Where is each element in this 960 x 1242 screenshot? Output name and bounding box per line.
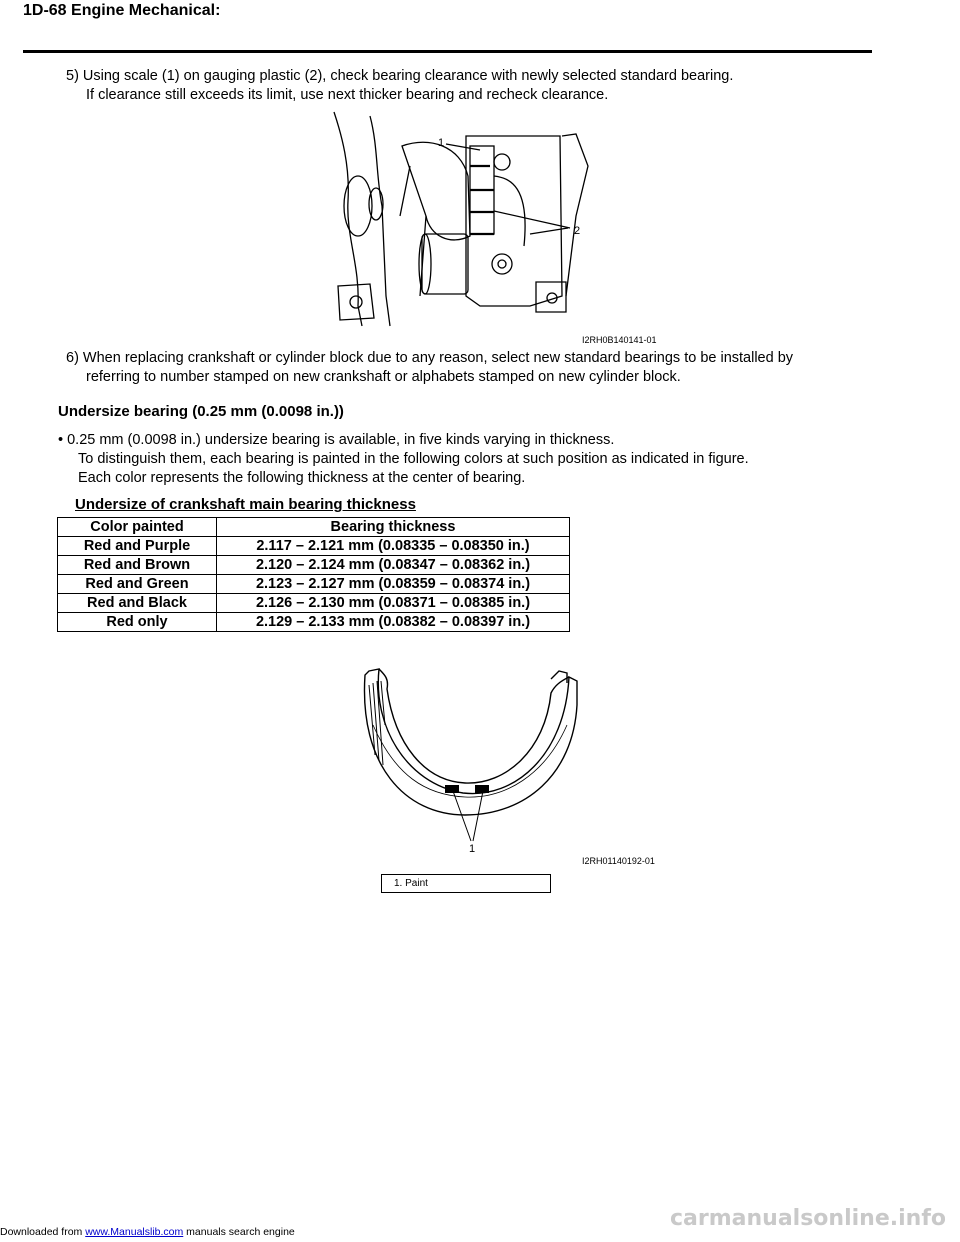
watermark-logo: carmanualsonline.info [670, 1206, 946, 1231]
color-cell: Red and Purple [58, 537, 217, 556]
bearing-shell-figure [355, 665, 585, 855]
figure-legend [381, 874, 551, 893]
thickness-cell: 2.123 – 2.127 mm (0.08359 – 0.08374 in.) [217, 575, 570, 594]
step-5-text [66, 67, 866, 105]
callout-2: 2 [574, 225, 581, 237]
legend-item-paint: 1. Paint [394, 878, 428, 889]
undersize-heading: Undersize bearing (0.25 mm (0.0098 in.)) [58, 403, 344, 420]
thickness-cell: 2.117 – 2.121 mm (0.08335 – 0.08350 in.) [217, 537, 570, 556]
step-5-line-1: 5) Using scale (1) on gauging plastic (2), check bearing clearance with newly selected standard bearing. [66, 68, 734, 84]
footer-suffix: manuals search engine [183, 1226, 295, 1238]
bullet-line-1: • 0.25 mm (0.0098 in.) undersize bearing is available, in five kinds varying in thickness. [58, 432, 615, 448]
step-6-text [66, 349, 866, 387]
bullet-line-3: Each color represents the following thickness at the center of bearing. [78, 470, 526, 486]
footer [0, 1226, 295, 1238]
paint-callout-1: 1 [469, 843, 476, 855]
column-header: Bearing thickness [217, 518, 570, 537]
thickness-cell: 2.126 – 2.130 mm (0.08371 – 0.08385 in.) [217, 594, 570, 613]
step-6-line-2: referring to number stamped on new crankshaft or alphabets stamped on new cylinder block. [86, 369, 681, 385]
figure-2-code: I2RH01140192-01 [582, 856, 655, 866]
step-5-line-2: If clearance still exceeds its limit, use next thicker bearing and recheck clearance. [86, 87, 609, 103]
thickness-cell: 2.129 – 2.133 mm (0.08382 – 0.08397 in.) [217, 613, 570, 632]
undersize-bullet [58, 431, 858, 488]
manualslib-link[interactable]: www.Manualslib.com [85, 1226, 184, 1238]
table-row [58, 594, 570, 613]
callout-1: 1 [438, 137, 445, 149]
crankshaft-gauging-figure [330, 106, 596, 328]
table-row [58, 613, 570, 632]
bullet-line-2: To distinguish them, each bearing is painted in the following colors at such position as indicated in figure. [78, 451, 749, 467]
color-cell: Red and Green [58, 575, 217, 594]
thickness-cell: 2.120 – 2.124 mm (0.08347 – 0.08362 in.) [217, 556, 570, 575]
table-row [58, 575, 570, 594]
column-header: Color painted [58, 518, 217, 537]
color-cell: Red only [58, 613, 217, 632]
step-6-line-1: 6) When replacing crankshaft or cylinder block due to any reason, select new standard bearings to be installed by [66, 350, 794, 366]
table-row [58, 556, 570, 575]
page-title: 1D-68 Engine Mechanical: [23, 2, 221, 19]
header-rule [23, 50, 872, 53]
table-header-row [58, 518, 570, 537]
table-row [58, 537, 570, 556]
figure-1-code: I2RH0B140141-01 [582, 335, 657, 345]
bearing-thickness-table [57, 517, 570, 632]
color-cell: Red and Brown [58, 556, 217, 575]
table-title: Undersize of crankshaft main bearing thickness [75, 496, 416, 513]
footer-prefix: Downloaded from [0, 1226, 86, 1238]
color-cell: Red and Black [58, 594, 217, 613]
